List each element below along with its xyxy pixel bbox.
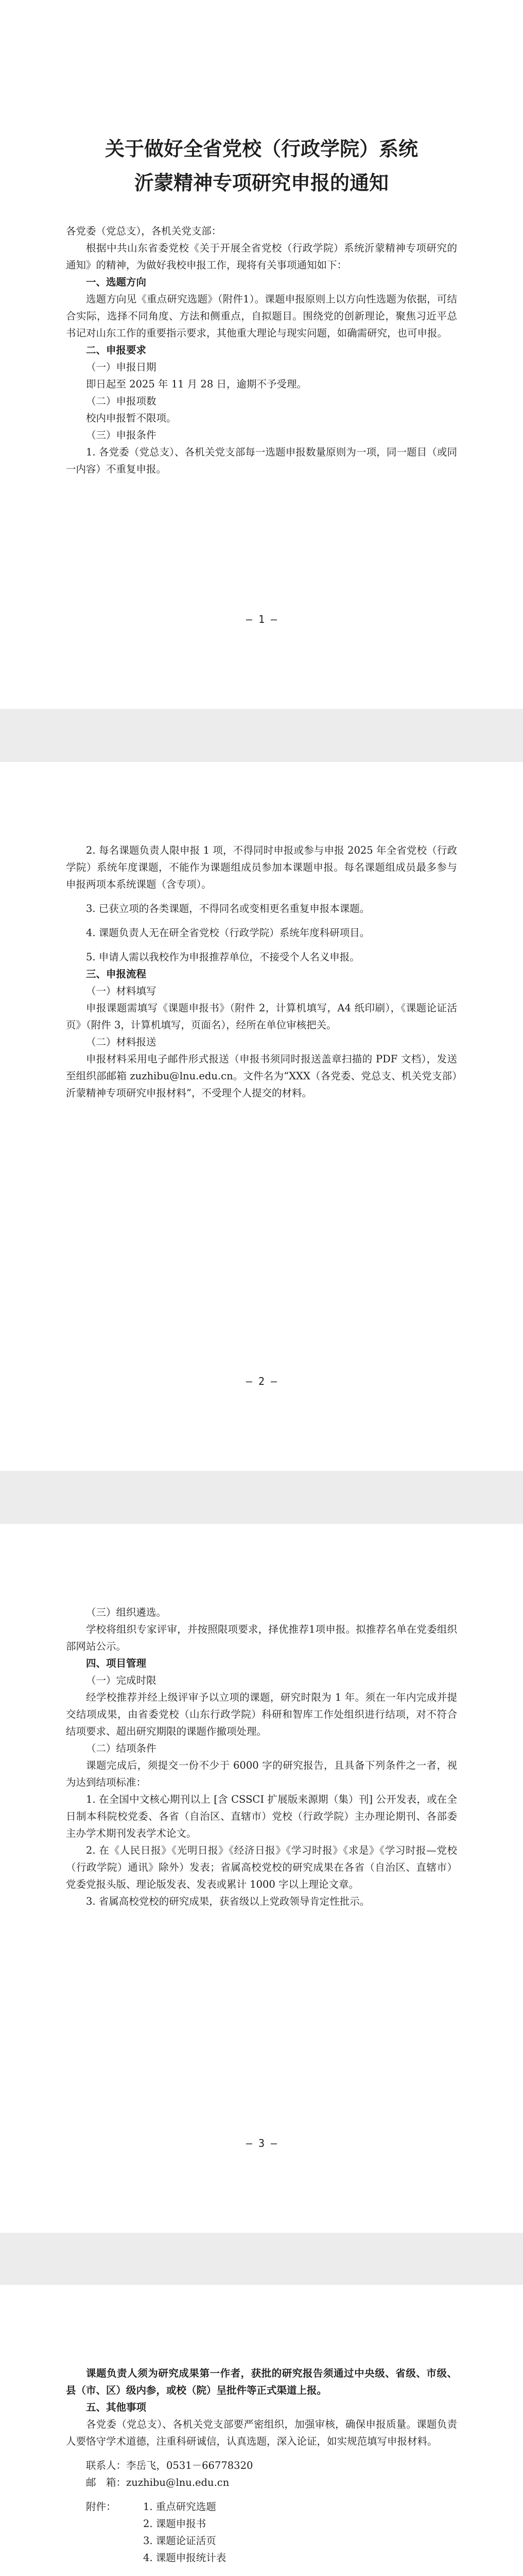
section-3-sub-2: （二）材料报送 [86,1036,156,1048]
contact-email-line [66,2474,457,2491]
title-line-1: 关于做好全省党校（行政学院）系统 [104,137,418,160]
condition-1: 1. 各党委（党总支）、各机关党支部每一选题申报数量原则为一项，同一题目（或同一内容）不重复申报。 [66,446,457,475]
email-label: 邮 箱： [86,2477,127,2488]
page-number-1: — 1 — [246,613,277,625]
document-page-4 [0,2285,523,2576]
completion-item-3: 3. 省属高校党校的研究成果，获省级以上党政领导肯定性批示。 [86,1895,370,1907]
attachment-item[interactable]: 4. 课题申报统计表 [143,2552,226,2564]
document-page-3 [0,1524,523,2233]
section-2-sub-1-body: 即日起至 2025 年 11 月 28 日，逾期不予受理。 [86,378,307,390]
document-page-2 [0,762,523,1471]
document-page-1 [0,0,523,709]
section-3-sub-1: （一）材料填写 [86,985,156,997]
attachment-item[interactable]: 2. 课题申报书 [143,2518,206,2530]
salutation: 各党委（党总支），各机关党支部： [66,225,222,237]
section-3-heading: 三、申报流程 [86,968,147,980]
section-2-sub-1: （一）申报日期 [86,361,156,373]
condition-5: 5. 申请人需以我校作为申报推荐单位，不接受个人名义申报。 [86,951,360,963]
section-3-sub-3-body: 学校将组织专家评审，并按照限项要求，择优推荐1项申报。拟推荐名单在党委组织部网站公示。 [66,1623,457,1652]
contact-person-line [66,2457,457,2474]
contact-email-link[interactable]: zuzhibu@lnu.edu.cn [126,2477,230,2488]
section-4-sub-1: （一）完成时限 [86,1674,156,1686]
section-3-sub-1-body: 申报课题需填写《课题申报书》（附件 2，计算机填写，A4 纸印刷），《课题论证活页》（附件 3，计算机填写，页面名），经所在单位审核把关。 [66,1002,457,1031]
attachment-item[interactable]: 3. 课题论证活页 [143,2535,216,2547]
section-3-sub-2-body: 申报材料采用电子邮件形式报送（申报书须同时报送盖章扫描的 PDF 文档），发送至组织部邮箱 zuzhibu@lnu.edu.cn。文件名为“XXX（各党委、党总支、机关党支部）沂蒙精神专项研究申报材料”，不受理个人提交的材料。 [66,1053,457,1099]
page-number-2: — 2 — [246,1375,277,1387]
section-4-sub-2-body: 课题完成后，须提交一份不少于 6000 字的研究报告，且具备下列条件之一者，视为达到结项标准： [66,1759,457,1788]
section-2-sub-2-body: 校内申报暂不限项。 [86,412,177,424]
completion-item-2: 2. 在《人民日报》《光明日报》《经济日报》《学习时报》《求是》《学习时报—党校（行政学院）通讯》除外）发表；省属高校党校的研究成果在各省（自治区、直辖市）党委党报头版、理论版发表、发表或累计 1000 字以上理论文章。 [66,1844,457,1890]
contact-person-label: 联系人： [86,2460,127,2471]
section-2-sub-3: （三）申报条件 [86,429,156,441]
section-1-heading: 一、选题方向 [86,276,147,288]
section-4-sub-2: （二）结项条件 [86,1742,156,1754]
page-number-3: — 3 — [246,2137,277,2149]
attachments-list [66,2498,457,2566]
section-4-heading: 四、项目管理 [86,1657,147,1669]
section-2-sub-2: （二）申报项数 [86,395,156,407]
attachment-item[interactable]: 1. 重点研究选题 [143,2501,216,2513]
page2-body [66,842,457,1101]
section-2-heading: 二、申报要求 [86,344,147,356]
page4-body [66,2365,457,2576]
attachments-block [66,2498,457,2566]
document-title [66,132,457,200]
contact-person: 李岳飞，0531－66778320 [126,2460,253,2471]
attachments-label: 附件： [86,2501,116,2513]
title-line-2: 沂蒙精神专项研究申报的通知 [134,171,389,194]
completion-item-1: 1. 在全国中文核心期刊以上 [含 CSSCI 扩展版来源期（集）刊] 公开发表，或在全日制本科院校党委、各省（自治区、直辖市）党校（行政学院）主办理论期刊、各部委主办学术期刊发表学术论文。 [66,1793,457,1839]
intro-paragraph: 根据中共山东省委党校《关于开展全省党校（行政学院）系统沂蒙精神专项研究的通知》的精神，为做好我校申报工作，现将有关事项通知如下： [66,242,457,271]
section-5-heading: 五、其他事项 [86,2401,147,2413]
page1-body [66,223,457,478]
author-requirement: 课题负责人须为研究成果第一作者，获批的研究报告须通过中央级、省级、市级、县（市、区）级内参，或校（院）呈批件等正式渠道上报。 [66,2367,457,2396]
condition-4: 4. 课题负责人无在研全省党校（行政学院）系统年度科研项目。 [86,927,370,939]
condition-2: 2. 每名课题负责人限申报 1 项，不得同时申报或参与申报 2025 年全省党校（行政学院）系统年度课题，不能作为课题组成员参加本课题申报。每名课题组成员最多参与申报两项本系统课题（含专项）。 [66,844,457,890]
section-5-body: 各党委（党总支）、各机关党支部要严密组织，加强审核，确保申报质量。课题负责人要恪守学术道德，注重科研诚信，认真选题，深入论证，如实规范填写申报材料。 [66,2418,457,2447]
page3-body [66,1604,457,1910]
section-3-sub-3: （三）组织遴选。 [86,1606,167,1618]
condition-3: 3. 已获立项的各类课题，不得同名或变相更名重复申报本课题。 [86,903,370,914]
section-1-body: 选题方向见《重点研究选题》（附件1）。课题申报原则上以方向性选题为依据，可结合实际，选择不同角度、方法和侧重点，自拟题目。围绕党的创新理论，聚焦习近平总书记对山东工作的重要指示要求，其他重大理论与现实问题，如确需研究，也可申报。 [66,293,457,339]
section-4-sub-1-body: 经学校推荐并经上级评审予以立项的课题，研究时限为 1 年。须在一年内完成并提交结项成果，由省委党校（山东行政学院）科研和智库工作处组织进行结项，对不符合结项要求、超出研究期限的课题作撤项处理。 [66,1691,457,1737]
